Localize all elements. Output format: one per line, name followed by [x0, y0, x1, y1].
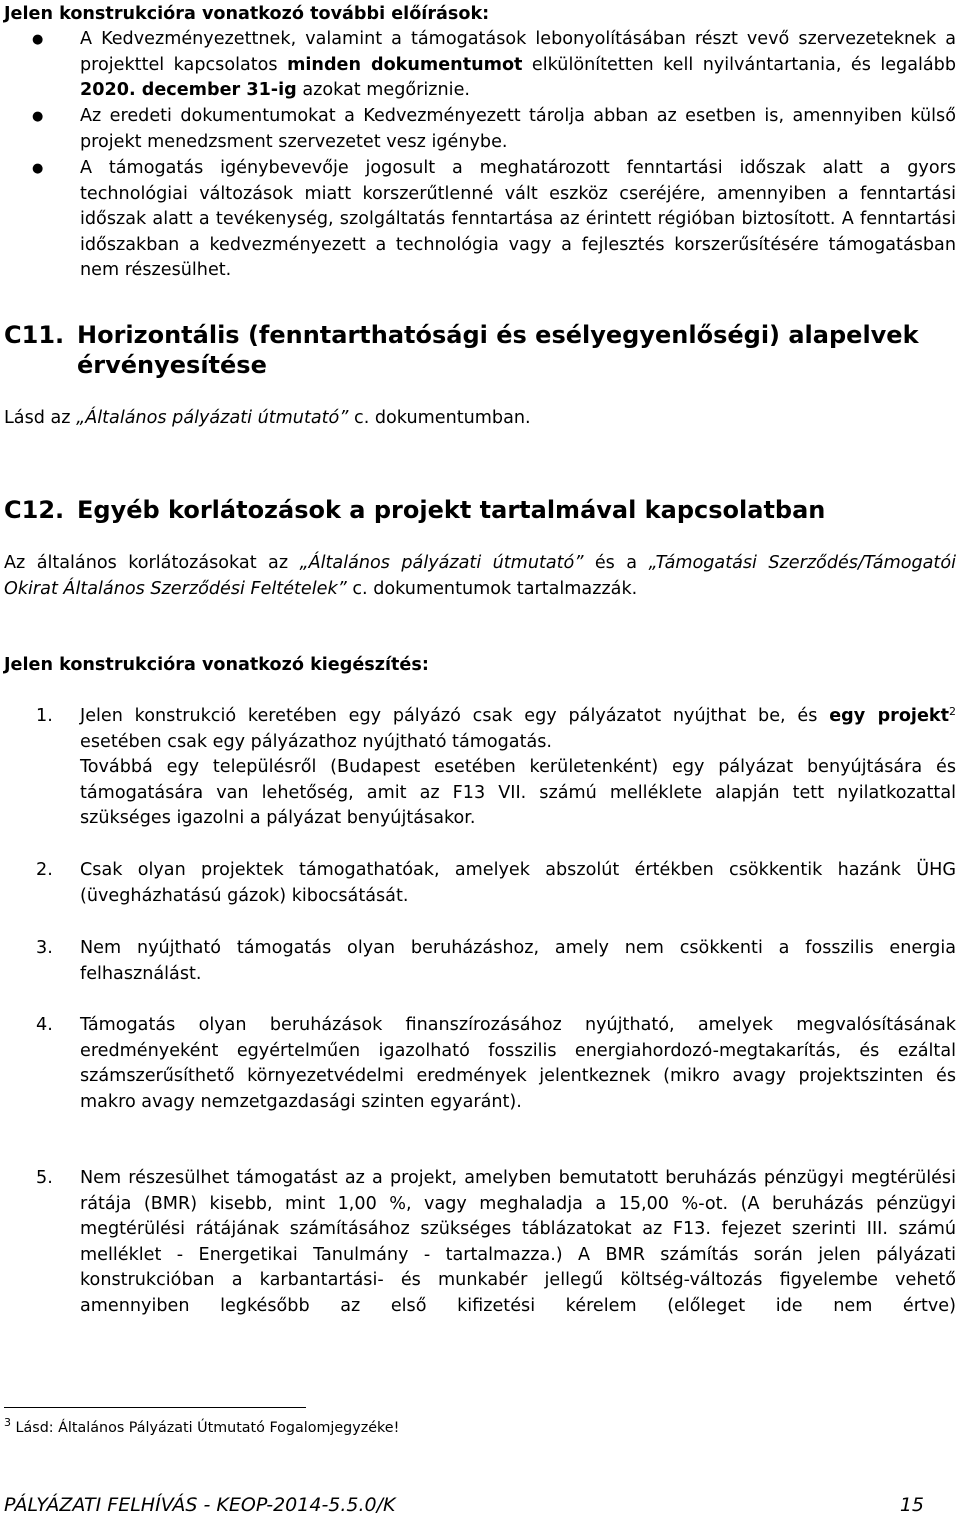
section-heading: Egyéb korlátozások a projekt tartalmával kapcsolatban	[77, 496, 826, 524]
list-number: 1.	[36, 706, 53, 726]
list-text: Támogatás olyan beruházások finanszírozásához nyújtható, amelyek megvalósításának eredményeként egyértelműen igazolható fosszilis energiahordozó-megtakarítás, és ezáltal számszerűsíthető környezetvédelmi eredmények jelentkeznek (mikro avagy projektszinten és makro avagy nemzetgazdasági szinten egyaránt).	[80, 1015, 956, 1112]
section-number: C12.	[4, 496, 65, 524]
section-title-c12	[4, 495, 956, 525]
footnote-divider	[4, 1407, 306, 1408]
page-footer	[4, 1493, 924, 1517]
list-text: Jelen konstrukció keretében egy pályázó csak egy pályázatot nyújthat be, és egy projekt$^2$ esetében csak egy pályázathoz nyújtható támogatás. Továbbá egy településről (Budapest esetében kerületenként) egy pályázat benyújtására és támogatására van lehetőség, amit az F13 VII. számú melléklete alapján tett nyilatkozattal szükséges igazolni a pályázat benyújtásakor.	[80, 705, 956, 828]
list-number: 5.	[36, 1168, 53, 1188]
c12-paragraph: Az általános korlátozásokat az „Általános pályázati útmutató” és a „Támogatási Szerződés/Támogatói Okirat Általános Szerződési Feltételek” c. dokumentumok tartalmazzák.	[4, 553, 956, 599]
bullet-text: A támogatás igénybevevője jogosult a meghatározott fenntartási időszak alatt a gyors technológiai változások miatt korszerűtlenné vált eszköz cseréjére, amennyiben a fenntartási időszak alatt a tevékenység, szolgáltatás fenntartása az érintett régióban biztosított. A fenntartási időszakban a kedvezményezett a technológia vagy a fejlesztés korszerűsítésére támogatásban nem részesülhet.	[80, 158, 956, 280]
bullet-icon: ●	[32, 109, 44, 124]
list-number: 2.	[36, 860, 53, 880]
c11-paragraph: Lásd az „Általános pályázati útmutató” c. dokumentumban.	[4, 408, 531, 428]
footer-title: PÁLYÁZATI FELHÍVÁS - KEOP-2014-5.5.0/K	[4, 1494, 396, 1516]
bullet-icon: ●	[32, 32, 44, 47]
list-text: Csak olyan projektek támogathatóak, amelyek abszolút értékben csökkentik hazánk ÜHG (üvegházhatású gázok) kibocsátását.	[80, 860, 956, 906]
bullet-item	[4, 156, 956, 284]
bullet-item	[4, 27, 956, 104]
section-title-c11	[4, 320, 956, 380]
bullet-item	[4, 104, 956, 155]
bullet-icon: ●	[32, 161, 44, 176]
list-text: Nem részesülhet támogatást az a projekt, amelyben bemutatott beruházás pénzügyi megtérülési rátája (BMR) kisebb, mint 1,00 %, vagy meghaladja a 15,00 %-ot. (A beruházás pénzügyi megtérülési rátájának számításához szükséges táblázatokat az F13. fejezet szerinti III. számú melléklet - Energetikai Tanulmány - tartalmazza.) A BMR számítás során jelen pályázati konstrukcióban a karbantartási- és munkabér jellegű költség-változás figyelembe vehető amennyiben legkésőbb az első kifizetési kérelem (előleget ide nem értve)	[80, 1168, 956, 1316]
list-item	[4, 936, 956, 987]
section-heading: Horizontális (fenntarthatósági és esélyegyenlőségi) alapelvek érvényesítése	[77, 321, 919, 379]
intro-heading: Jelen konstrukcióra vonatkozó további előírások:	[4, 4, 490, 24]
list-item	[4, 1166, 956, 1319]
list-item	[4, 858, 956, 909]
bullet-text: Az eredeti dokumentumokat a Kedvezményezett tárolja abban az esetben is, amennyiben külső projekt menedzsment szervezetet vesz igénybe.	[80, 106, 956, 152]
list-number: 3.	[36, 938, 53, 958]
page-number: 15	[899, 1494, 924, 1516]
footnote: $^3$ Lásd: Általános Pályázati Útmutató Fogalomjegyzéke!	[4, 1416, 400, 1436]
bullet-text: A Kedvezményezettnek, valamint a támogatások lebonyolításában részt vevő szervezeteknek a projekttel kapcsolatos minden dokumentumot elkülönítetten kell nyilvántartania, és legalább 2020. december 31-ig azokat megőriznie.	[80, 29, 956, 100]
list-item	[4, 704, 956, 832]
list-item	[4, 1013, 956, 1115]
section-number: C11.	[4, 321, 65, 349]
c12-subheading: Jelen konstrukcióra vonatkozó kiegészítés:	[4, 655, 429, 675]
list-text: Nem nyújtható támogatás olyan beruházáshoz, amely nem csökkenti a fosszilis energia felhasználást.	[80, 938, 956, 984]
list-number: 4.	[36, 1015, 53, 1035]
